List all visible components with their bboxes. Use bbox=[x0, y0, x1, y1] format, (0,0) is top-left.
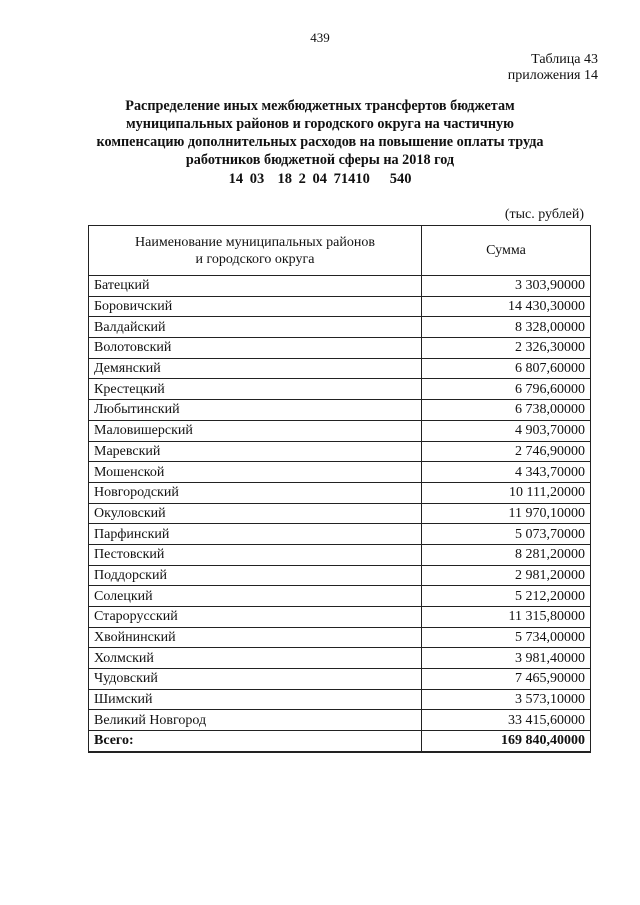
table-row bbox=[89, 441, 591, 462]
amount-cell: 2 981,20000 bbox=[422, 565, 591, 586]
document-title bbox=[80, 97, 560, 169]
units-label: (тыс. рублей) bbox=[504, 207, 584, 222]
amount-cell: 14 430,30000 bbox=[422, 296, 591, 317]
total-amount: 169 840,40000 bbox=[422, 731, 591, 752]
table-ref-line1: Таблица 43 bbox=[531, 52, 598, 67]
amount-cell: 8 328,00000 bbox=[422, 317, 591, 338]
district-name-cell: Новгородский bbox=[89, 482, 422, 503]
allocation-table bbox=[88, 225, 591, 753]
amount-cell: 2 746,90000 bbox=[422, 441, 591, 462]
amount-cell: 3 573,10000 bbox=[422, 689, 591, 710]
amount-cell: 4 903,70000 bbox=[422, 420, 591, 441]
district-name-cell: Батецкий bbox=[89, 276, 422, 297]
header-amount: Сумма bbox=[422, 226, 591, 276]
amount-cell: 7 465,90000 bbox=[422, 669, 591, 690]
title-line3: компенсацию дополнительных расходов на повышение оплаты труда bbox=[96, 134, 544, 150]
table-row bbox=[89, 462, 591, 483]
district-name-cell: Холмский bbox=[89, 648, 422, 669]
district-name-cell: Чудовский bbox=[89, 669, 422, 690]
table-row bbox=[89, 648, 591, 669]
table-row bbox=[89, 669, 591, 690]
district-name-cell: Солецкий bbox=[89, 586, 422, 607]
district-name-cell: Демянский bbox=[89, 358, 422, 379]
table-row bbox=[89, 710, 591, 731]
table-row bbox=[89, 379, 591, 400]
table-row bbox=[89, 420, 591, 441]
district-name-cell: Окуловский bbox=[89, 503, 422, 524]
district-name-cell: Великий Новгород bbox=[89, 710, 422, 731]
amount-cell: 5 073,70000 bbox=[422, 524, 591, 545]
amount-cell: 6 807,60000 bbox=[422, 358, 591, 379]
page-number: 439 bbox=[310, 30, 330, 45]
table-row bbox=[89, 482, 591, 503]
district-name-cell: Маловишерский bbox=[89, 420, 422, 441]
header-name-line2: и городского округа bbox=[195, 251, 315, 267]
district-name-cell: Старорусский bbox=[89, 607, 422, 628]
district-name-cell: Поддорский bbox=[89, 565, 422, 586]
amount-cell: 2 326,30000 bbox=[422, 338, 591, 359]
table-body bbox=[89, 276, 591, 752]
amount-cell: 5 734,00000 bbox=[422, 627, 591, 648]
amount-cell: 11 315,80000 bbox=[422, 607, 591, 628]
district-name-cell: Боровичский bbox=[89, 296, 422, 317]
table-row bbox=[89, 524, 591, 545]
title-line1: Распределение иных межбюджетных трансфертов бюджетам bbox=[125, 98, 515, 114]
table-row bbox=[89, 276, 591, 297]
amount-cell: 6 738,00000 bbox=[422, 400, 591, 421]
table-row bbox=[89, 607, 591, 628]
district-name-cell: Крестецкий bbox=[89, 379, 422, 400]
title-line4: работников бюджетной сферы на 2018 год bbox=[185, 152, 455, 168]
budget-code: 14 03 18 2 04 71410 540 bbox=[228, 171, 412, 187]
title-line2: муниципальных районов и городского округа на частичную bbox=[126, 116, 514, 132]
table-header-row bbox=[89, 226, 591, 276]
table-row bbox=[89, 317, 591, 338]
amount-cell: 33 415,60000 bbox=[422, 710, 591, 731]
amount-cell: 11 970,10000 bbox=[422, 503, 591, 524]
table-row bbox=[89, 565, 591, 586]
table-reference bbox=[508, 52, 598, 84]
district-name-cell: Пестовский bbox=[89, 544, 422, 565]
table-row bbox=[89, 544, 591, 565]
total-label: Всего: bbox=[89, 731, 422, 752]
amount-cell: 8 281,20000 bbox=[422, 544, 591, 565]
amount-cell: 4 343,70000 bbox=[422, 462, 591, 483]
district-name-cell: Парфинский bbox=[89, 524, 422, 545]
district-name-cell: Мошенской bbox=[89, 462, 422, 483]
header-name bbox=[89, 226, 422, 276]
amount-cell: 10 111,20000 bbox=[422, 482, 591, 503]
district-name-cell: Маревский bbox=[89, 441, 422, 462]
table-row bbox=[89, 586, 591, 607]
table-row bbox=[89, 627, 591, 648]
header-name-line1: Наименование муниципальных районов bbox=[135, 234, 375, 250]
table-row bbox=[89, 338, 591, 359]
district-name-cell: Хвойнинский bbox=[89, 627, 422, 648]
district-name-cell: Валдайский bbox=[89, 317, 422, 338]
amount-cell: 6 796,60000 bbox=[422, 379, 591, 400]
table-ref-line2: приложения 14 bbox=[507, 68, 598, 83]
district-name-cell: Волотовский bbox=[89, 338, 422, 359]
table-row bbox=[89, 400, 591, 421]
total-row bbox=[89, 731, 591, 752]
table-row bbox=[89, 503, 591, 524]
amount-cell: 3 981,40000 bbox=[422, 648, 591, 669]
table-row bbox=[89, 296, 591, 317]
table-row bbox=[89, 358, 591, 379]
amount-cell: 3 303,90000 bbox=[422, 276, 591, 297]
amount-cell: 5 212,20000 bbox=[422, 586, 591, 607]
district-name-cell: Шимский bbox=[89, 689, 422, 710]
table-row bbox=[89, 689, 591, 710]
district-name-cell: Любытинский bbox=[89, 400, 422, 421]
